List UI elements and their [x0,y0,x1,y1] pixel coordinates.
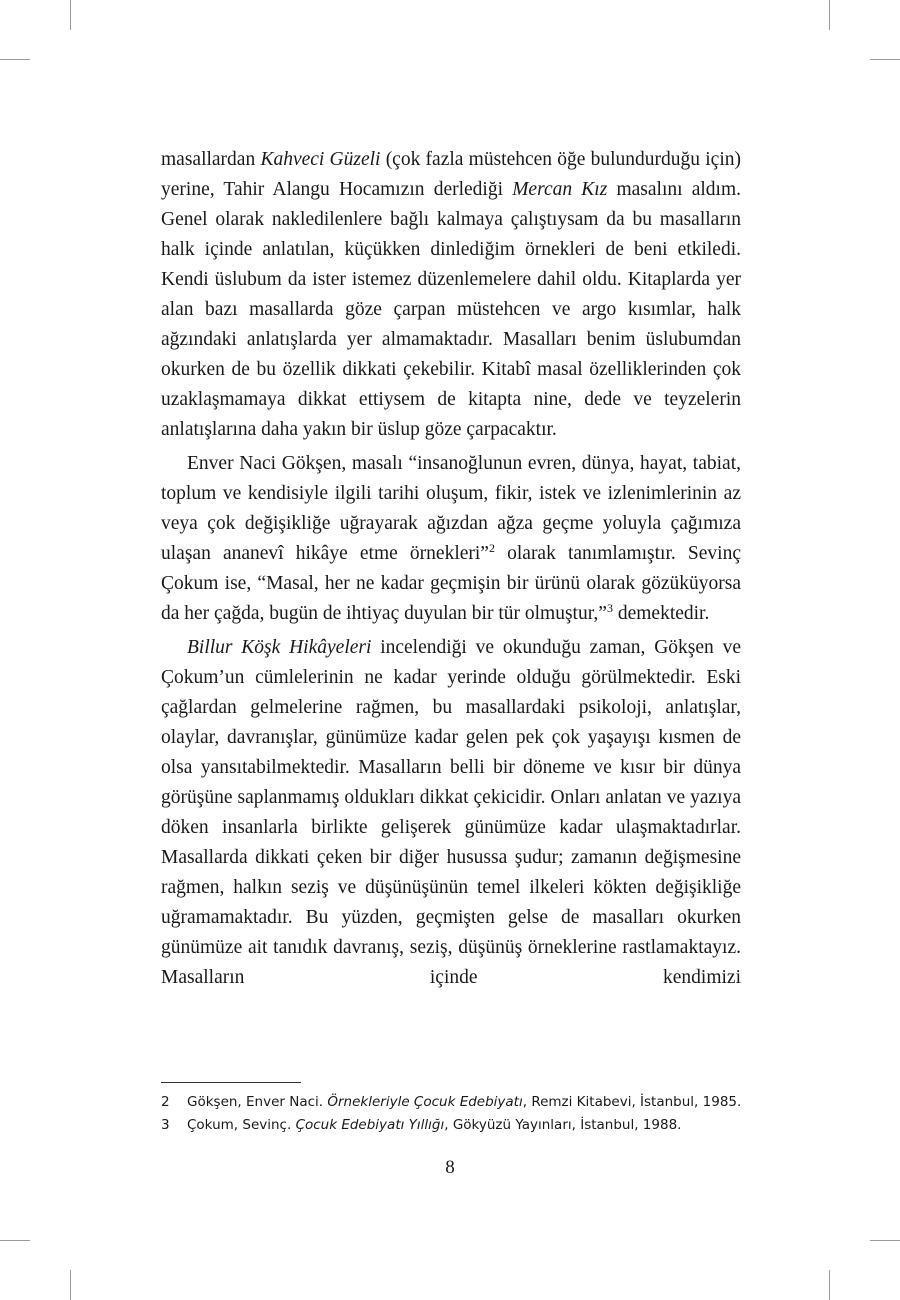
footnote-title: Çocuk Edebiyatı Yıllığı [295,1117,445,1133]
paragraph-2-text-a: Enver Naci Gökşen, masalı “insanoğlunun evren, dünya, hayat, tabiat, toplum ve kendisiyle ilgili tarihi oluşum, fikir, istek ve izlenimlerinin az veya çok değişikliğe uğrayarak ağızdan ağza geçme yoluyla çağımıza ulaşan ananevî hikâye etme örnekleri” [161,453,741,564]
crop-mark-left-bottom [0,1240,30,1241]
paragraph-1 [161,145,741,445]
page-number: 8 [445,1157,455,1178]
crop-mark-bottom-left [70,1270,71,1300]
paragraph-2-text-b: olarak tanımlamıştır. Sevinç Çokum ise, “Masal, her ne kadar geçmişin bir ürünü olarak gözüküyorsa da her çağda, bugün de ihtiyaç duyulan bir tür olmuştur,” [161,543,741,624]
paragraph-1-text-a: masallardan [161,149,261,170]
footnote-2 [161,1091,761,1114]
title-mercan-kiz: Mercan Kız [512,179,608,200]
footnotes [161,1091,761,1137]
paragraph-1-text-b: (çok fazla müstehcen öğe bulundurduğu için) yerine, Tahir Alangu Hocamızın derlediği [161,149,741,200]
footnote-number: 2 [161,1094,170,1110]
paragraph-1-text-c: masalını aldım. Genel olarak nakledilenlere bağlı kalmaya çalıştıysam da bu masalların halk içinde anlatılan, küçükken dinlediğim örnekleri de beni etkiledi. Kendi üslubum da ister istemez düzenlemelere dahil oldu. Kitaplarda yer alan bazı masallarda göze çarpan müstehcen ve argo kısımlar, halk ağzındaki anlatışlarda yer almamaktadır. Masalları benim üslubumdan okurken de bu özellik dikkati çekebilir. Kitabî masal özelliklerinden çok uzaklaşmamaya dikkat ettiysem de kitapta nine, dede ve teyzelerin anlatışlarına daha yakın bir üslup göze çarpacaktır. [161,179,742,440]
crop-mark-left-top [0,59,30,60]
footnote-author: Gökşen, Enver Naci. [187,1094,328,1110]
crop-mark-right-top [870,59,900,60]
title-kahveci-guzeli: Kahveci Güzeli [260,149,381,170]
footnote-ref-3[interactable]: 3 [606,601,613,615]
footnote-title: Örnekleriyle Çocuk Edebiyatı [327,1094,523,1110]
footnote-publisher: , Remzi Kitabevi, İstanbul, 1985. [522,1094,742,1110]
footnote-author: Çokum, Sevinç. [187,1117,296,1133]
footnote-3 [161,1114,761,1137]
footnote-divider [161,1082,301,1083]
crop-mark-bottom-right [829,1270,830,1300]
title-billur-kosk: Billur Köşk Hikâyeleri [187,637,372,658]
paragraph-2 [161,449,741,629]
crop-mark-top-right [829,0,830,30]
footnote-ref-2[interactable]: 2 [488,541,495,555]
crop-mark-right-bottom [870,1240,900,1241]
paragraph-2-text-c: demektedir. [612,603,710,624]
paragraph-3 [161,633,741,993]
footnote-publisher: , Gökyüzü Yayınları, İstanbul, 1988. [444,1117,682,1133]
crop-mark-top-left [70,0,71,30]
body-text [161,145,741,993]
footnote-number: 3 [161,1117,170,1133]
paragraph-3-text: incelendiği ve okunduğu zaman, Gökşen ve Çokum’un cümlelerinin ne kadar yerinde olduğu görülmektedir. Eski çağlardan gelmelerine rağmen, bu masallardaki psikoloji, anlatışlar, olaylar, davranışlar, günümüze kadar gelen pek çok yaşayışı kısmen de olsa yansıtabilmektedir. Masalların belli bir döneme ve kısır bir dünya görüşüne saplanmamış oldukları dikkat çekicidir. Onları anlatan ve yazıya döken insanlarla birlikte gelişerek günümüze kadar ulaşmaktadırlar. Masallarda dikkati çeken bir diğer husussa şudur; zamanın değişmesine rağmen, halkın seziş ve düşünüşünün temel ilkeleri kökten değişikliğe uğramamaktadır. Bu yüzden, geçmişten gelse de masalları okurken günümüze ait tanıdık davranış, seziş, düşünüş örneklerine rastlamaktayız. Masalların içinde kendimizi [161,637,741,988]
